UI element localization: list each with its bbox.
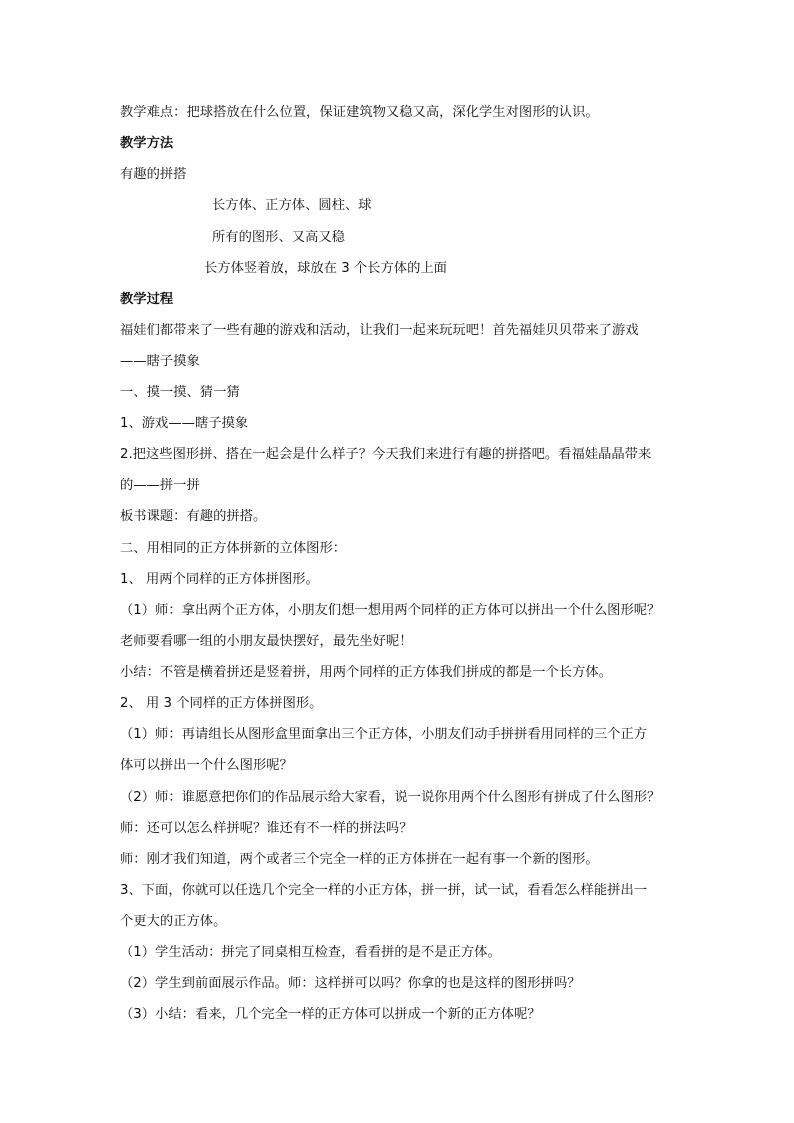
body-line: 板书课题：有趣的拼搭。 [120,509,267,524]
outline-item: 长方体竖着放，球放在 3 个长方体的上面 [204,261,447,276]
body-line: 体可以拼出一个什么图形呢？ [120,758,293,773]
body-line: 1、游戏——瞎子摸象 [120,416,249,431]
body-line: （2）学生到前面展示作品。师：这样拼可以吗？你拿的也是这样的图形拼吗？ [120,976,581,991]
body-line: 1、 用两个同样的正方体拼图形。 [120,572,319,587]
section-heading: 二、用相同的正方体拼新的立体图形： [120,541,347,556]
outline-item: 长方体、正方体、圆柱、球 [212,198,372,213]
topic-line: 有趣的拼搭 [120,167,187,182]
body-line: （1）师：再请组长从图形盒里面拿出三个正方体，小朋友们动手拼拼看用同样的三个正方 [120,727,648,742]
body-line: 3、下面，你就可以任选几个完全一样的小正方体，拼一拼，试一试，看看怎么样能拼出一 [120,883,648,898]
process-heading: 教学过程 [120,292,174,307]
body-line: （1）师：拿出两个正方体，小朋友们想一想用两个同样的正方体可以拼出一个什么图形呢？ [120,603,661,618]
outline-item: 所有的图形、又高又稳 [212,230,345,245]
body-line: 福娃们都带来了一些有趣的游戏和活动，让我们一起来玩玩吧！首先福娃贝贝带来了游戏 [120,323,639,338]
section-heading: 一、摸一摸、猜一猜 [120,385,240,400]
body-line: 小结：不管是横着拼还是竖着拼，用两个同样的正方体我们拼成的都是一个长方体。 [120,665,612,680]
body-line: （3）小结：看来，几个完全一样的正方体可以拼成一个新的正方体呢？ [120,1007,541,1022]
teaching-difficulty: 教学难点：把球搭放在什么位置，保证建筑物又稳又高，深化学生对图形的认识。 [120,105,599,120]
body-line: 师：刚才我们知道，两个或者三个完全一样的正方体拼在一起有事一个新的图形。 [120,852,599,867]
body-line: 老师要看哪一组的小朋友最快摆好，最先坐好呢！ [120,634,413,649]
body-line: 2.把这些图形拼、搭在一起会是什么样子？今天我们来进行有趣的拼搭吧。看福娃晶晶带来 [120,447,652,462]
body-line: （2）师：谁愿意把你们的作品展示给大家看，说一说你用两个什么图形有拼成了什么图形？ [120,790,661,805]
body-line: 2、 用 3 个同样的正方体拼图形。 [120,696,323,711]
method-heading: 教学方法 [120,136,174,151]
body-line: 师：还可以怎么样拼呢？谁还有不一样的拼法吗？ [120,821,413,836]
body-line: （1）学生活动：拼完了同桌相互检查，看看拼的是不是正方体。 [120,945,501,960]
body-line: 个更大的正方体。 [120,914,227,929]
body-line: ——瞎子摸象 [120,354,200,369]
body-line: 的——拼一拼 [120,478,200,493]
